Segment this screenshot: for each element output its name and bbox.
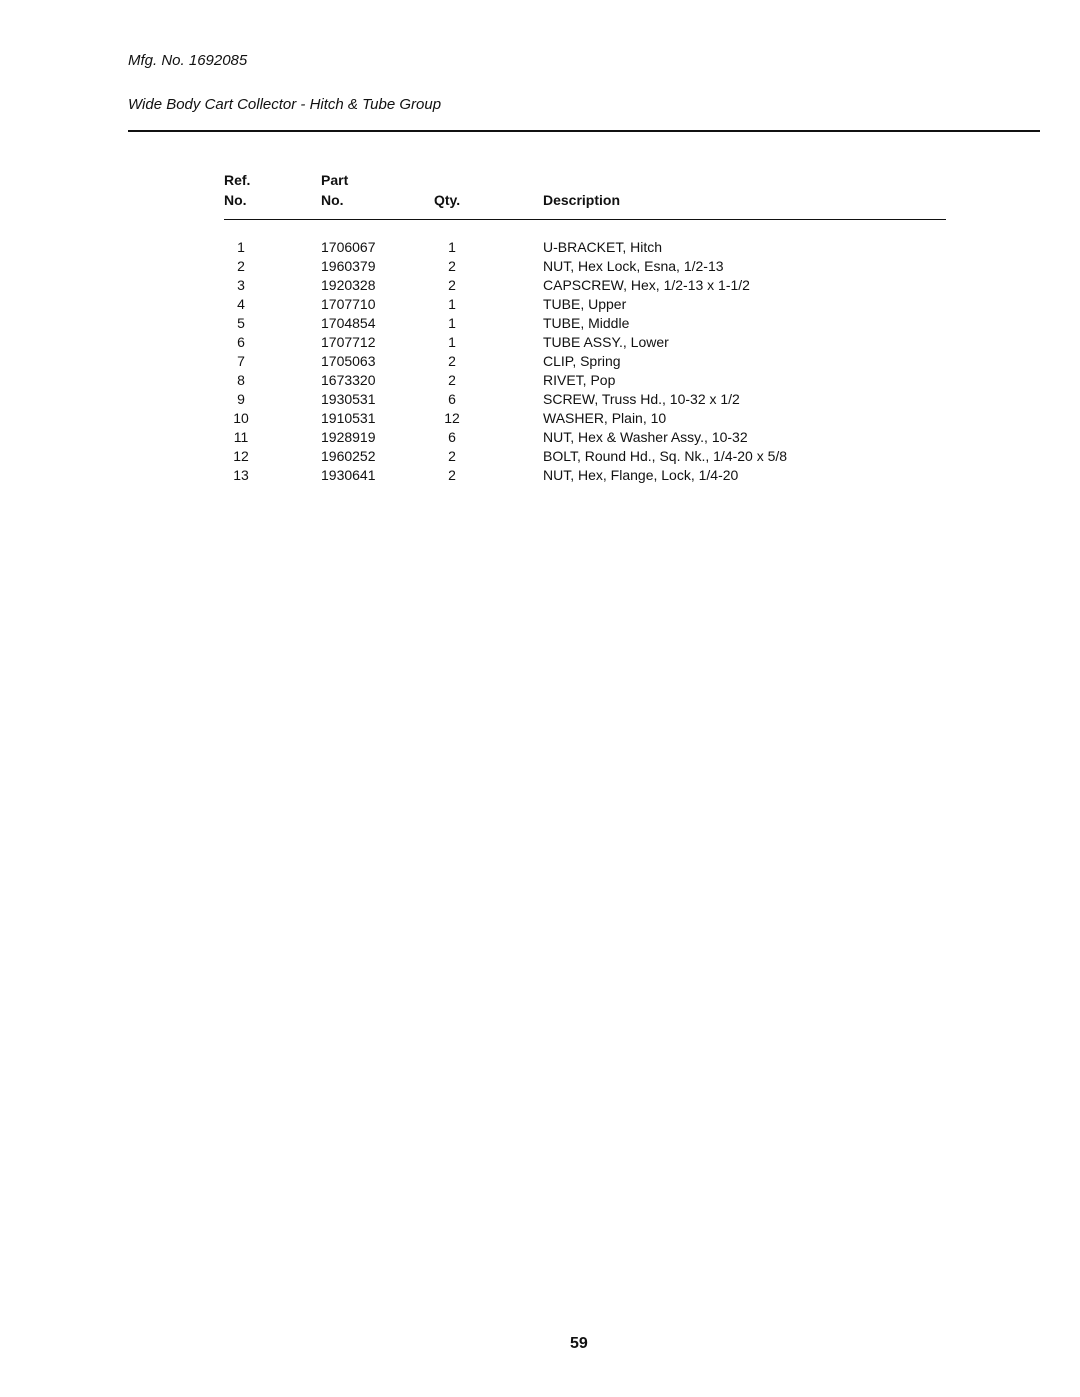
part-number-cell: 1928919 bbox=[321, 429, 376, 445]
part-number-cell: 1707710 bbox=[321, 296, 376, 312]
ref-cell: 7 bbox=[237, 353, 245, 369]
description-cell: CAPSCREW, Hex, 1/2-13 x 1-1/2 bbox=[543, 277, 750, 293]
description-cell: NUT, Hex Lock, Esna, 1/2-13 bbox=[543, 258, 724, 274]
part-number-cell: 1930531 bbox=[321, 391, 376, 407]
description-cell: TUBE, Middle bbox=[543, 315, 630, 331]
col-header-qty: Qty. bbox=[434, 192, 461, 208]
part-number-cell: 1707712 bbox=[321, 334, 376, 350]
col-header-ref-line1: Ref. bbox=[224, 172, 251, 188]
ref-cell: 5 bbox=[237, 315, 245, 331]
table-row bbox=[0, 409, 1080, 428]
description-cell: TUBE, Upper bbox=[543, 296, 627, 312]
description-cell: CLIP, Spring bbox=[543, 353, 621, 369]
table-row bbox=[0, 352, 1080, 371]
ref-cell: 8 bbox=[237, 372, 245, 388]
qty-cell: 2 bbox=[448, 372, 456, 388]
part-number-cell: 1960379 bbox=[321, 258, 376, 274]
table-row bbox=[0, 371, 1080, 390]
description-cell: WASHER, Plain, 10 bbox=[543, 410, 667, 426]
ref-cell: 12 bbox=[233, 448, 249, 464]
col-header-part-line1: Part bbox=[321, 172, 349, 188]
description-cell: U-BRACKET, Hitch bbox=[543, 239, 663, 255]
part-number-cell: 1930641 bbox=[321, 467, 376, 483]
ref-cell: 3 bbox=[237, 277, 245, 293]
qty-cell: 6 bbox=[448, 429, 456, 445]
qty-cell: 2 bbox=[448, 277, 456, 293]
qty-cell: 12 bbox=[444, 410, 460, 426]
col-header-part bbox=[321, 170, 348, 210]
ref-cell: 2 bbox=[237, 258, 245, 274]
qty-cell: 1 bbox=[448, 239, 456, 255]
qty-cell: 1 bbox=[448, 334, 456, 350]
qty-cell: 1 bbox=[448, 296, 456, 312]
table-row bbox=[0, 447, 1080, 466]
mfg-number: Mfg. No. 1692085 bbox=[128, 52, 248, 69]
ref-cell: 10 bbox=[233, 410, 249, 426]
title-divider bbox=[128, 130, 1040, 132]
ref-cell: 9 bbox=[237, 391, 245, 407]
part-number-cell: 1910531 bbox=[321, 410, 376, 426]
ref-cell: 1 bbox=[237, 239, 245, 255]
description-cell: BOLT, Round Hd., Sq. Nk., 1/4-20 x 5/8 bbox=[543, 448, 788, 464]
part-number-cell: 1920328 bbox=[321, 277, 376, 293]
description-cell: NUT, Hex, Flange, Lock, 1/4-20 bbox=[543, 467, 739, 483]
qty-cell: 2 bbox=[448, 448, 456, 464]
description-cell: NUT, Hex & Washer Assy., 10-32 bbox=[543, 429, 748, 445]
qty-cell: 1 bbox=[448, 315, 456, 331]
table-row bbox=[0, 238, 1080, 257]
col-header-ref-line2: No. bbox=[224, 192, 247, 208]
ref-cell: 6 bbox=[237, 334, 245, 350]
table-row bbox=[0, 314, 1080, 333]
part-number-cell: 1705063 bbox=[321, 353, 376, 369]
ref-cell: 11 bbox=[233, 429, 249, 445]
ref-cell: 4 bbox=[237, 296, 245, 312]
part-number-cell: 1704854 bbox=[321, 315, 376, 331]
page-subtitle: Wide Body Cart Collector - Hitch & Tube Group bbox=[128, 96, 442, 113]
part-number-cell: 1673320 bbox=[321, 372, 376, 388]
qty-cell: 6 bbox=[448, 391, 456, 407]
description-cell: SCREW, Truss Hd., 10-32 x 1/2 bbox=[543, 391, 740, 407]
table-row bbox=[0, 295, 1080, 314]
qty-cell: 2 bbox=[448, 467, 456, 483]
table-row bbox=[0, 333, 1080, 352]
qty-cell: 2 bbox=[448, 353, 456, 369]
part-number-cell: 1960252 bbox=[321, 448, 376, 464]
description-cell: TUBE ASSY., Lower bbox=[543, 334, 669, 350]
ref-cell: 13 bbox=[233, 467, 249, 483]
header-divider bbox=[224, 219, 946, 220]
table-row bbox=[0, 428, 1080, 447]
col-header-ref bbox=[224, 170, 250, 210]
table-row bbox=[0, 276, 1080, 295]
page-number: 59 bbox=[570, 1335, 588, 1352]
qty-cell: 2 bbox=[448, 258, 456, 274]
description-cell: RIVET, Pop bbox=[543, 372, 616, 388]
table-row bbox=[0, 257, 1080, 276]
col-header-description: Description bbox=[543, 192, 621, 208]
table-row bbox=[0, 466, 1080, 485]
part-number-cell: 1706067 bbox=[321, 239, 376, 255]
col-header-part-line2: No. bbox=[321, 192, 344, 208]
table-row bbox=[0, 390, 1080, 409]
parts-table-body bbox=[0, 238, 1080, 485]
